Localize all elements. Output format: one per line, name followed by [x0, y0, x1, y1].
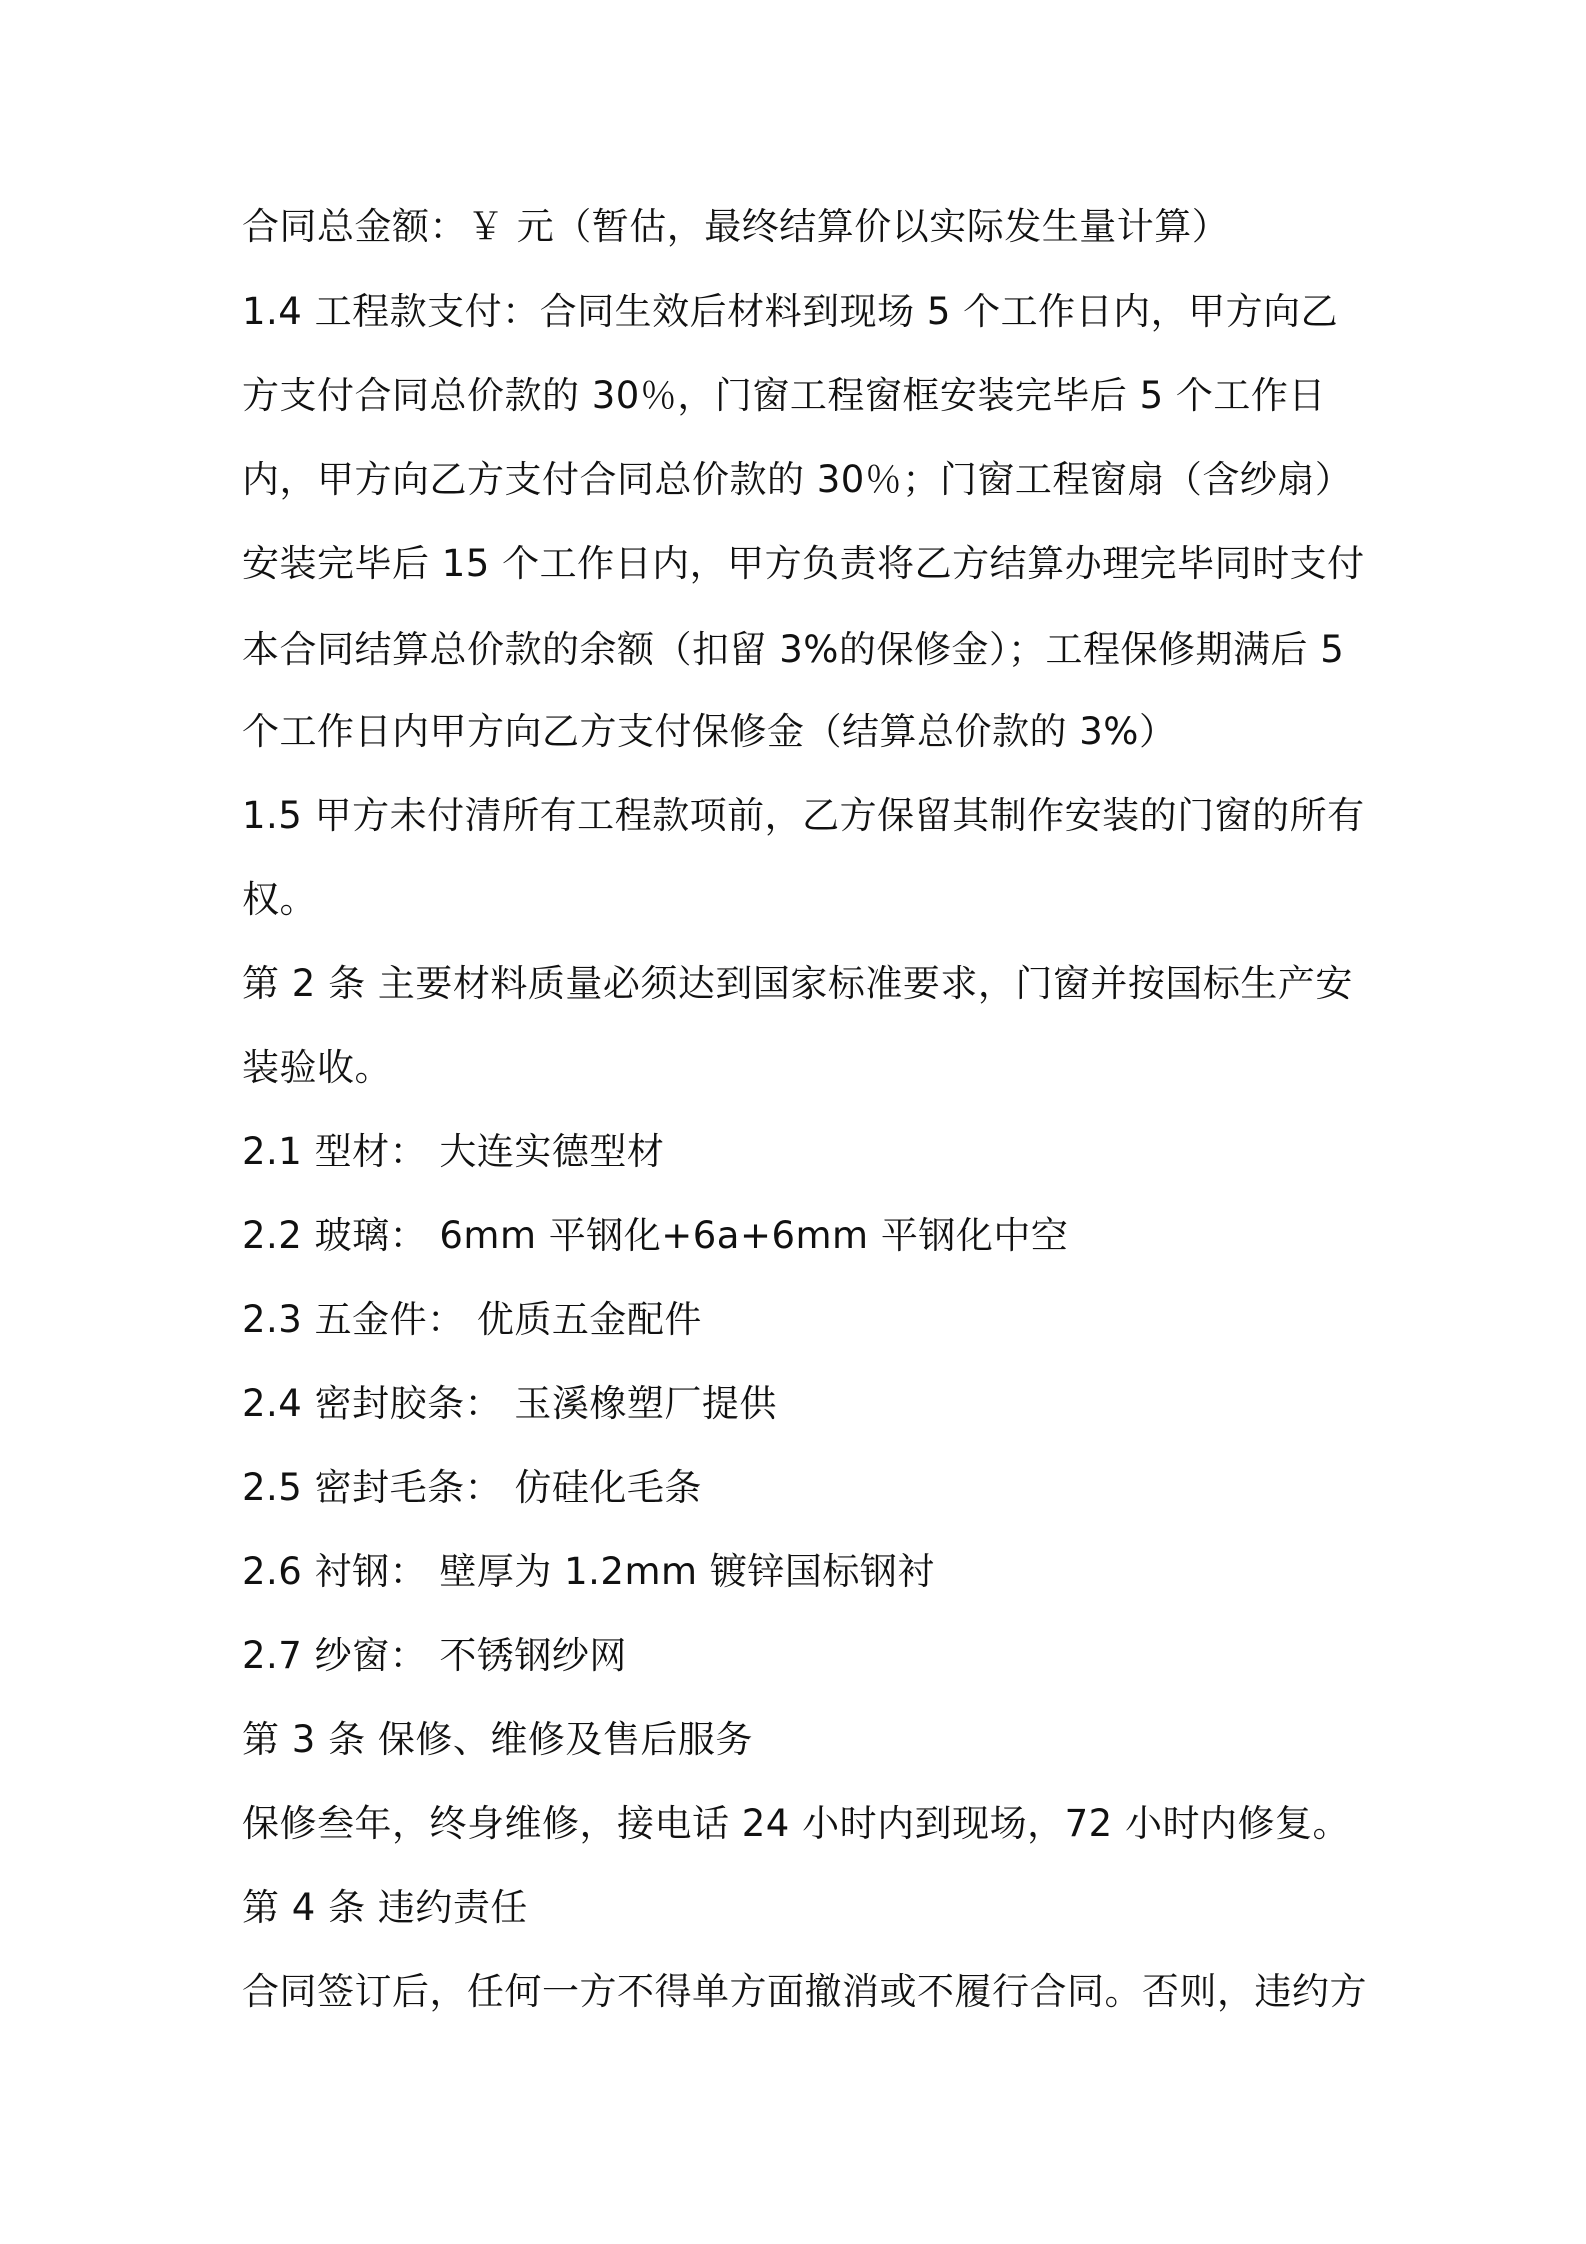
text-line-2-1-profile: 2.1 型材： 大连实德型材: [242, 1130, 665, 1173]
text-line-1-5-ownership: 1.5 甲方未付清所有工程款项前，乙方保留其制作安装的门窗的所有: [242, 794, 1365, 837]
text-line-contract-total: 合同总金额：￥ 元（暂估，最终结算价以实际发生量计算）: [242, 205, 1230, 248]
text-line-2-6-steel-lining: 2.6 衬钢： 壁厚为 1.2mm 镀锌国标钢衬: [242, 1550, 935, 1593]
text-line-2-2-glass: 2.2 玻璃： 6mm 平钢化+6a+6mm 平钢化中空: [242, 1214, 1069, 1257]
text-line-warranty: 保修叁年，终身维修，接电话 24 小时内到现场，72 小时内修复。: [242, 1802, 1350, 1845]
text-line-1-4-cont-1: 方支付合同总价款的 30％，门窗工程窗框安装完毕后 5 个工作日: [242, 374, 1326, 417]
text-line-1-5-cont: 权。: [242, 878, 317, 921]
text-line-2-7-screen: 2.7 纱窗： 不锈钢纱网: [242, 1634, 627, 1677]
text-line-2-3-hardware: 2.3 五金件： 优质五金配件: [242, 1298, 702, 1341]
section-heading-article-4: 第 4 条 违约责任: [242, 1886, 528, 1929]
section-heading-article-3: 第 3 条 保修、维修及售后服务: [242, 1718, 753, 1761]
text-line-2-4-seal-strip: 2.4 密封胶条： 玉溪橡塑厂提供: [242, 1382, 777, 1425]
text-line-2-5-brush-strip: 2.5 密封毛条： 仿硅化毛条: [242, 1466, 702, 1509]
text-line-1-4-payment: 1.4 工程款支付：合同生效后材料到现场 5 个工作日内，甲方向乙: [242, 290, 1339, 333]
text-line-1-4-cont-2: 内，甲方向乙方支付合同总价款的 30％；门窗工程窗扇（含纱扇）: [242, 458, 1353, 501]
text-line-article-2-cont: 装验收。: [242, 1046, 392, 1089]
text-line-1-4-cont-5: 个工作日内甲方向乙方支付保修金（结算总价款的 3%）: [242, 710, 1177, 753]
section-heading-article-2: 第 2 条 主要材料质量必须达到国家标准要求，门窗并按国标生产安: [242, 962, 1353, 1005]
text-line-1-4-cont-3: 安装完毕后 15 个工作日内，甲方负责将乙方结算办理完毕同时支付: [242, 542, 1365, 585]
text-line-breach: 合同签订后，任何一方不得单方面撤消或不履行合同。否则，违约方: [242, 1970, 1367, 2013]
text-line-1-4-cont-4: 本合同结算总价款的余额（扣留 3%的保修金）；工程保修期满后 5: [242, 628, 1345, 671]
